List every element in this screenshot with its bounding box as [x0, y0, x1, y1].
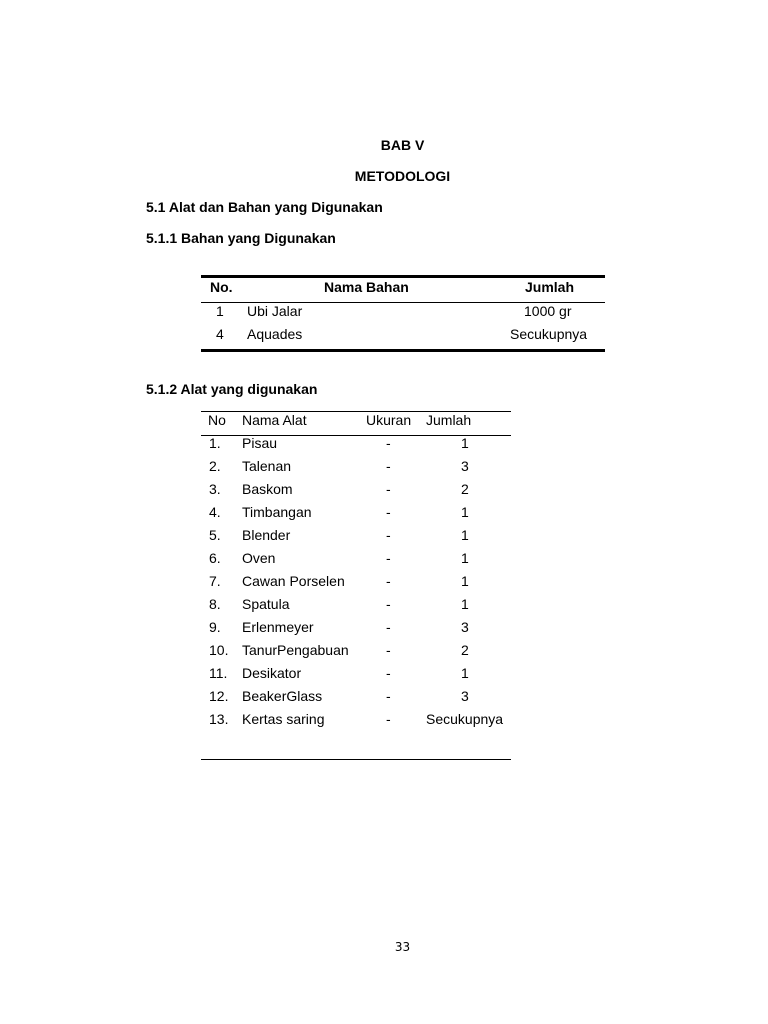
row-no: 13.	[209, 711, 229, 727]
table-row	[0, 458, 768, 480]
row-no: 12.	[209, 688, 229, 704]
column-header-no: No	[208, 412, 226, 428]
row-ukuran: -	[386, 458, 391, 474]
table-row	[0, 665, 768, 687]
row-nama: TanurPengabuan	[242, 642, 349, 658]
row-jumlah: 1	[461, 573, 469, 589]
row-ukuran: -	[386, 665, 391, 681]
table-row	[0, 711, 768, 733]
row-jumlah: 2	[461, 481, 469, 497]
row-jumlah: 1	[461, 504, 469, 520]
row-jumlah: 1000 gr	[524, 303, 572, 319]
row-no: 1.	[209, 435, 221, 451]
row-nama: Aquades	[247, 326, 303, 342]
row-ukuran: -	[386, 642, 391, 658]
row-ukuran: -	[386, 711, 391, 727]
column-header-jumlah: Jumlah	[426, 412, 472, 428]
row-no: 8.	[209, 596, 221, 612]
column-header-jumlah: Jumlah	[525, 279, 575, 295]
row-ukuran: -	[386, 688, 391, 704]
row-ukuran: -	[386, 527, 391, 543]
column-header-no: No.	[210, 279, 233, 295]
row-jumlah: Secukupnya	[510, 326, 588, 342]
row-no: 7.	[209, 573, 221, 589]
row-ukuran: -	[386, 550, 391, 566]
column-header-nama-alat: Nama Alat	[242, 412, 307, 428]
row-no: 6.	[209, 550, 221, 566]
column-header-nama-bahan: Nama Bahan	[324, 279, 409, 295]
table-row	[0, 642, 768, 664]
row-ukuran: -	[386, 619, 391, 635]
row-no: 10.	[209, 642, 229, 658]
table-row	[0, 550, 768, 572]
row-jumlah: 1	[461, 596, 469, 612]
table-row	[0, 619, 768, 641]
column-header-ukuran: Ukuran	[366, 412, 412, 428]
row-nama: Erlenmeyer	[242, 619, 314, 635]
table-bottom-rule	[201, 759, 511, 760]
row-jumlah: 3	[461, 619, 469, 635]
row-nama: Cawan Porselen	[242, 573, 345, 589]
row-nama: Spatula	[242, 596, 290, 612]
row-ukuran: -	[386, 504, 391, 520]
row-no: 4.	[209, 504, 221, 520]
table-top-rule	[201, 275, 605, 278]
row-jumlah: 1	[461, 665, 469, 681]
row-no: 11.	[209, 665, 228, 681]
table-row	[0, 688, 768, 710]
section-heading-5-1-1: 5.1.1 Bahan yang Digunakan	[146, 230, 336, 246]
row-no: 4	[216, 326, 224, 342]
row-nama: Timbangan	[242, 504, 312, 520]
row-nama: Desikator	[242, 665, 302, 681]
row-jumlah: 2	[461, 642, 469, 658]
row-ukuran: -	[386, 435, 391, 451]
chapter-label: BAB V	[380, 137, 425, 153]
row-ukuran: -	[386, 596, 391, 612]
row-nama: Kertas saring	[242, 711, 325, 727]
row-no: 1	[216, 303, 224, 319]
section-heading-5-1-2: 5.1.2 Alat yang digunakan	[146, 381, 318, 397]
row-nama: Pisau	[242, 435, 278, 451]
row-nama: Baskom	[242, 481, 293, 497]
row-ukuran: -	[386, 481, 391, 497]
row-nama: Blender	[242, 527, 291, 543]
table-row	[0, 435, 768, 457]
section-heading-5-1: 5.1 Alat dan Bahan yang Digunakan	[146, 199, 383, 215]
row-ukuran: -	[386, 573, 391, 589]
table-row	[0, 596, 768, 618]
table-row	[0, 504, 768, 526]
row-jumlah: Secukupnya	[426, 711, 504, 727]
table-row	[0, 481, 768, 503]
page-number: 33	[394, 940, 411, 954]
table-row	[0, 573, 768, 595]
row-nama: Oven	[242, 550, 276, 566]
row-nama: BeakerGlass	[242, 688, 323, 704]
row-nama: Ubi Jalar	[247, 303, 303, 319]
row-nama: Talenan	[242, 458, 292, 474]
table-bottom-rule	[201, 349, 605, 352]
row-jumlah: 3	[461, 688, 469, 704]
row-no: 5.	[209, 527, 221, 543]
row-jumlah: 1	[461, 435, 469, 451]
row-no: 2.	[209, 458, 221, 474]
row-jumlah: 1	[461, 527, 469, 543]
table-row	[0, 527, 768, 549]
row-no: 3.	[209, 481, 221, 497]
row-jumlah: 3	[461, 458, 469, 474]
page-title: METODOLOGI	[354, 168, 451, 184]
row-jumlah: 1	[461, 550, 469, 566]
row-no: 9.	[209, 619, 221, 635]
